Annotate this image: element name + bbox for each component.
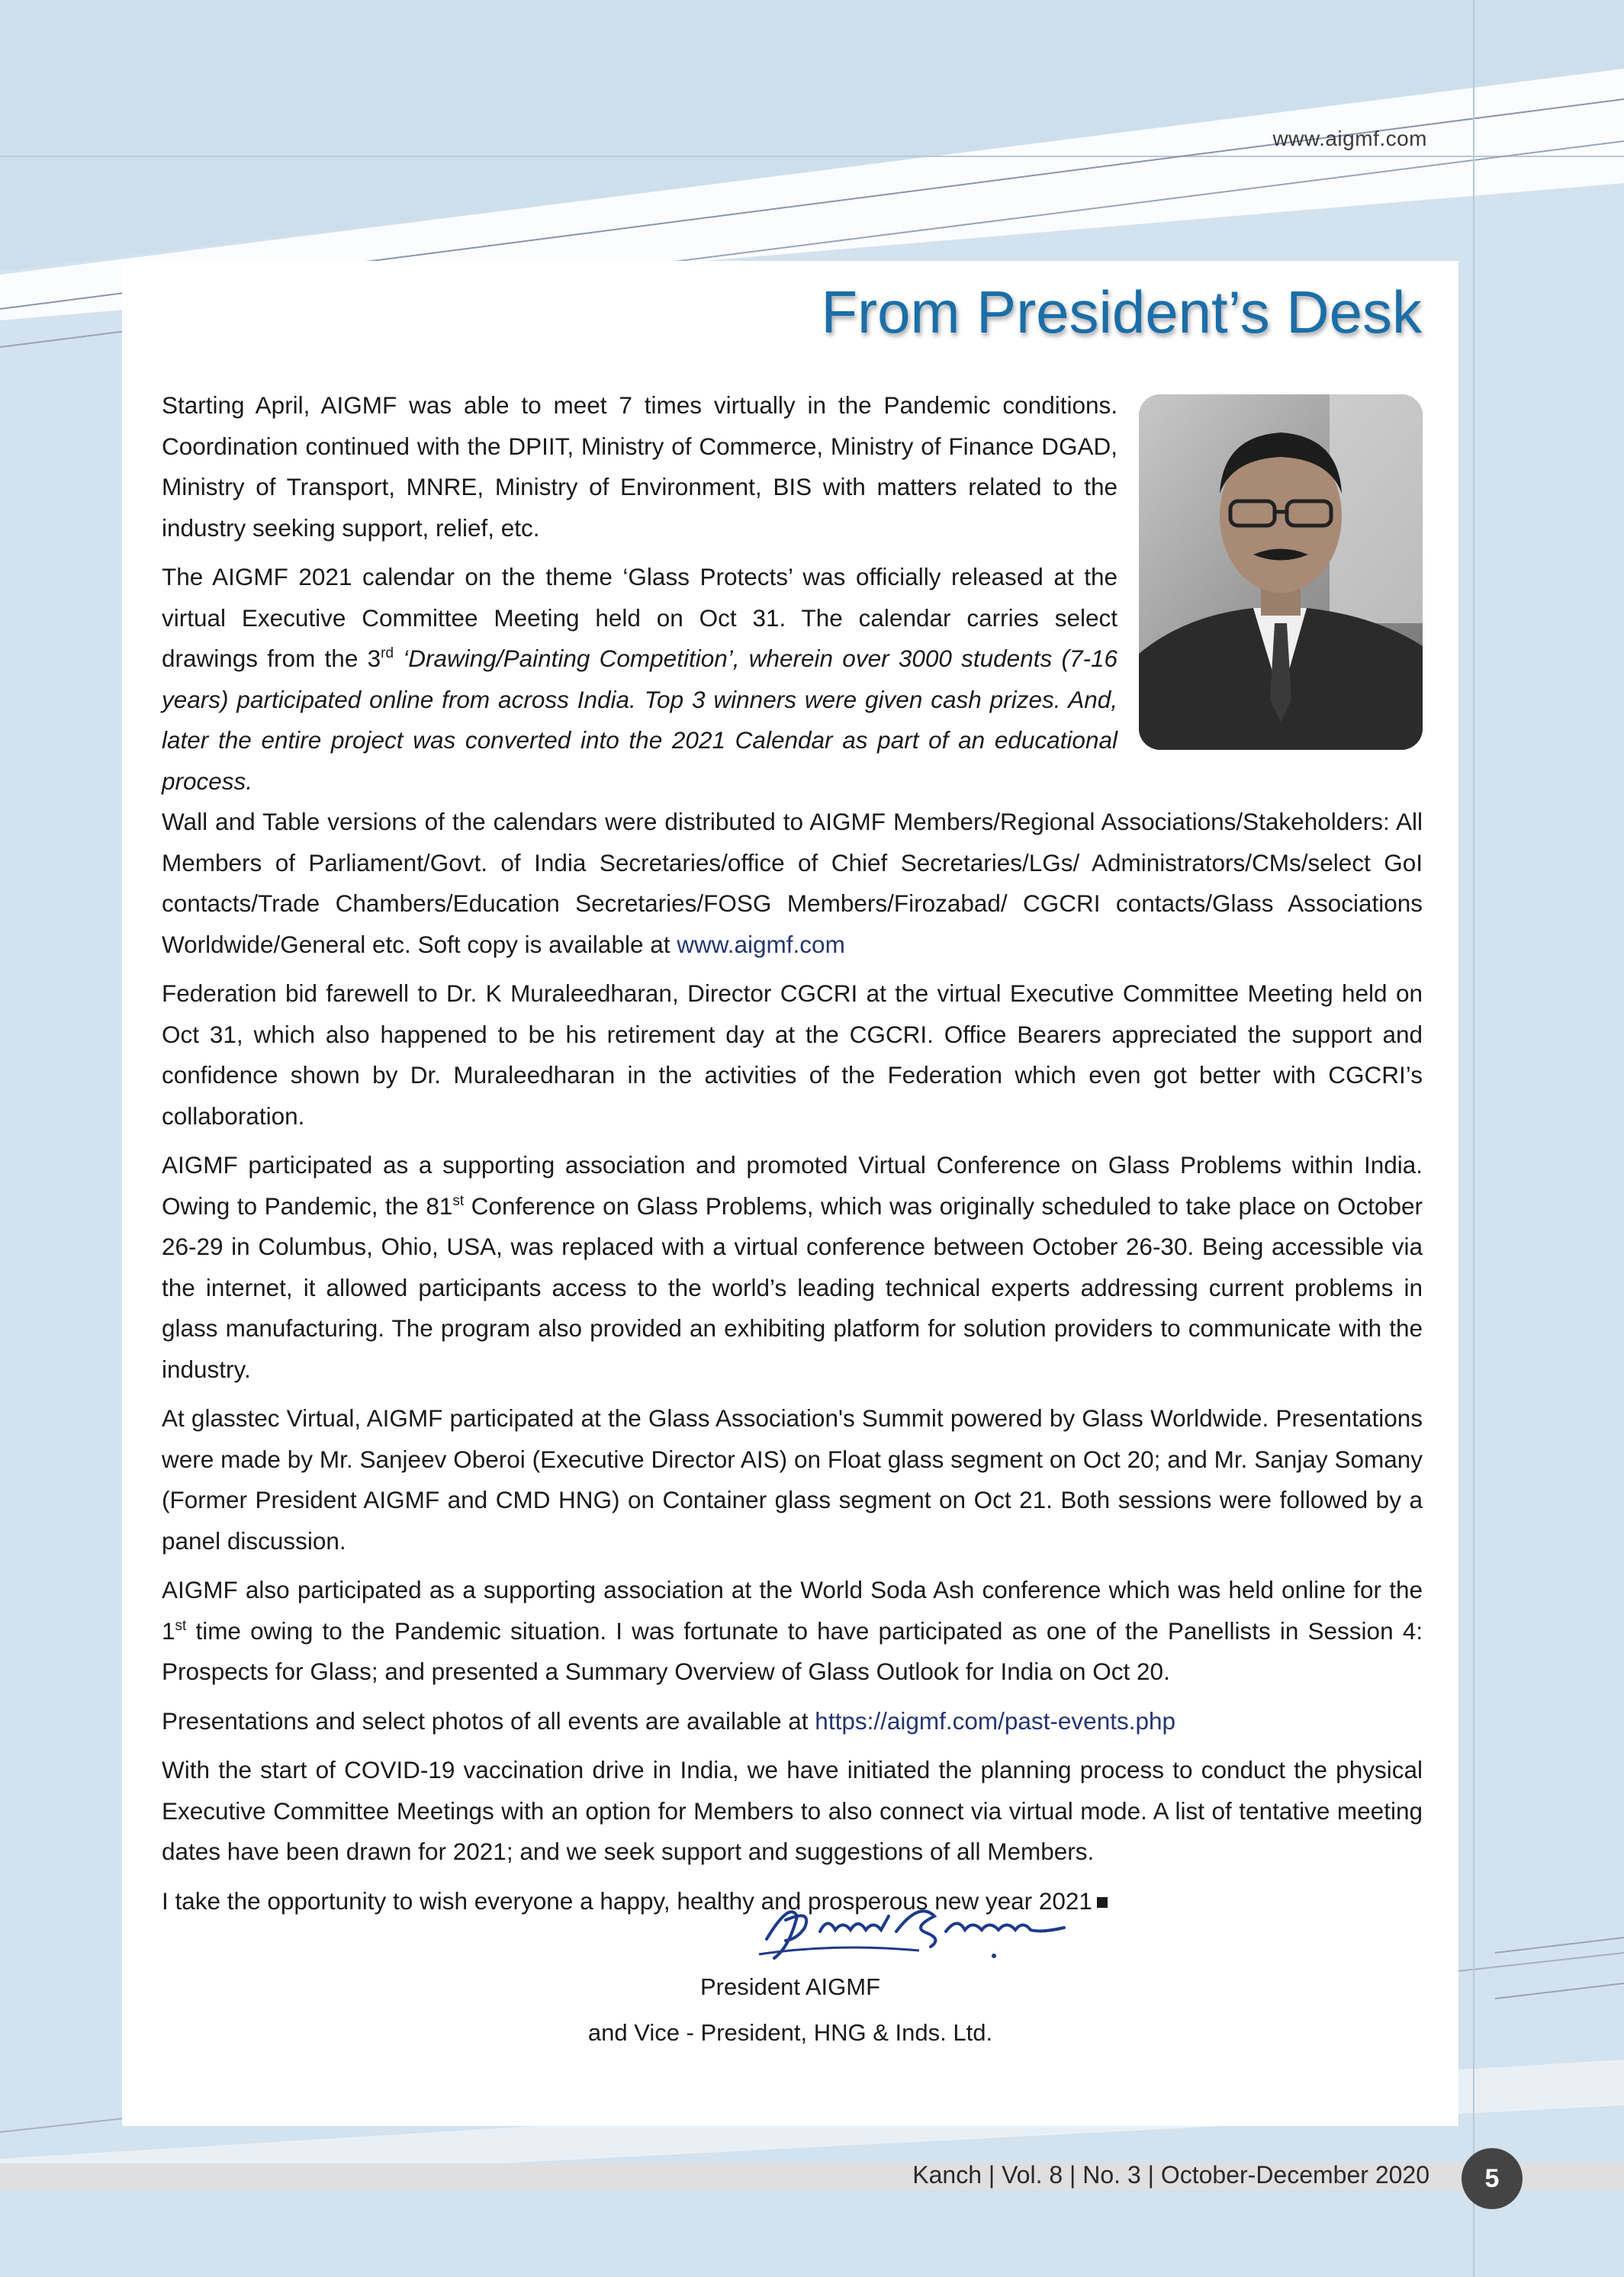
- publication-info: Kanch | Vol. 8 | No. 3 | October-December 2020: [912, 2161, 1429, 2189]
- paragraph-calendar: [162, 557, 1423, 965]
- text-segment: time owing to the Pandemic situation. I was fortunate to have participated as one of the Panellists in Session 4: Prospects for Glass; and presented a Summary Overview of Glass Outlook for India on Oct 20.: [162, 1616, 1423, 1685]
- article-card: [122, 261, 1458, 2126]
- paragraph: Starting April, AIGMF was able to meet 7 times virtually in the Pandemic conditions. Coordination continued with the DPIIT, Ministry of Commerce, Ministry of Finance DGAD, Ministry of Transport, MNRE, Ministry of Environment, BIS with matters related to the industry seeking support, relief, etc.: [162, 391, 1118, 542]
- page-number: 5: [1462, 2148, 1523, 2209]
- signatory-affiliation: and Vice - President, HNG & Inds. Ltd.: [587, 2019, 993, 2046]
- article-body: [162, 385, 1423, 1930]
- signature: [744, 1886, 1087, 1970]
- italic-text: ‘Drawing/Painting Competition’, wherein over 3000 students (7-16 years) participated online from across India. Top 3 winners were given cash prizes. And, later the entire project was converted into the 2021 Calendar as part of an educational process.: [162, 645, 1118, 795]
- signatory-title: President AIGMF: [699, 1973, 881, 2000]
- paragraph: [162, 1701, 1423, 1742]
- text-segment: AIGMF participated as a supporting association and promoted Virtual Conference on Glass Problems within India. Owing to Pandemic, the 81: [162, 1151, 1423, 1220]
- page-title: From President’s Desk: [821, 278, 1422, 346]
- text-segment: I take the opportunity to wish everyone a happy, healthy and prosperous new year 2021: [162, 1886, 1092, 1915]
- text-segment: The AIGMF 2021 calendar on the theme ‘Glass Protects’ was officially released at the virtual Executive Committee Meeting held on Oct 31. The calendar carries select drawings from the 3: [162, 563, 1118, 672]
- superscript: st: [175, 1617, 187, 1634]
- text-segment: Wall and Table versions of the calendars were distributed to AIGMF Members/Regional Associations/Stakeholders: All Members of Parliament/Govt. of India Secretaries/office of Chief Secretaries/LGs/ Administrators/CMs/select GoI contacts/Trade Chambers/Education Secretaries/FOSG Members/Firozabad/ CGCRI contacts/Glass Associations Worldwide/General etc. Soft copy is available at: [162, 808, 1423, 958]
- superscript: st: [452, 1192, 465, 1209]
- end-square-icon: [1097, 1897, 1108, 1908]
- text-segment: AIGMF also participated as a supporting association at the World Soda Ash conference which was held online for the 1: [162, 1576, 1423, 1645]
- text-segment: Presentations and select photos of all events are available at: [162, 1706, 815, 1735]
- past-events-link[interactable]: https://aigmf.com/past-events.php: [815, 1706, 1176, 1735]
- paragraph: With the start of COVID-19 vaccination drive in India, we have initiated the planning process to conduct the physical Executive Committee Meetings with an option for Members to also connect via virtual mode. A list of tentative meeting dates have been drawn for 2021; and we seek support and suggestions of all Members.: [162, 1756, 1423, 1865]
- paragraph: [162, 1570, 1423, 1693]
- calendar-lead: [162, 557, 1118, 802]
- website-url[interactable]: www.aigmf.com: [1272, 127, 1427, 150]
- paragraph: [162, 1145, 1423, 1390]
- website-link[interactable]: www.aigmf.com: [677, 930, 845, 958]
- paragraph: Federation bid farewell to Dr. K Muraleedharan, Director CGCRI at the virtual Executive Committee Meeting held on Oct 31, which also happened to be his retirement day at the CGCRI. Office Bearers appreciated the support and confidence shown by Dr. Muraleedharan in the activities of the Federation which even got better with CGCRI’s collaboration.: [162, 979, 1423, 1130]
- paragraph: At glasstec Virtual, AIGMF participated at the Glass Association's Summit powered by Glass Worldwide. Presentations were made by Mr. Sanjeev Oberoi (Executive Director AIS) on Float glass segment on Oct 20; and Mr. Sanjay Somany (Former President AIGMF and CMD HNG) on Container glass segment on Oct 21. Both sessions were followed by a panel discussion.: [162, 1404, 1423, 1555]
- superscript: rd: [381, 645, 394, 661]
- text-segment: Conference on Glass Problems, which was originally scheduled to take place on October 26-29 in Columbus, Ohio, USA, was replaced with a virtual conference between October 26-30. Being accessible via the internet, it allowed participants access to the world’s leading technical experts addressing current problems in glass manufacturing. The program also provided an exhibiting platform for solution providers to communicate with the industry.: [162, 1192, 1423, 1383]
